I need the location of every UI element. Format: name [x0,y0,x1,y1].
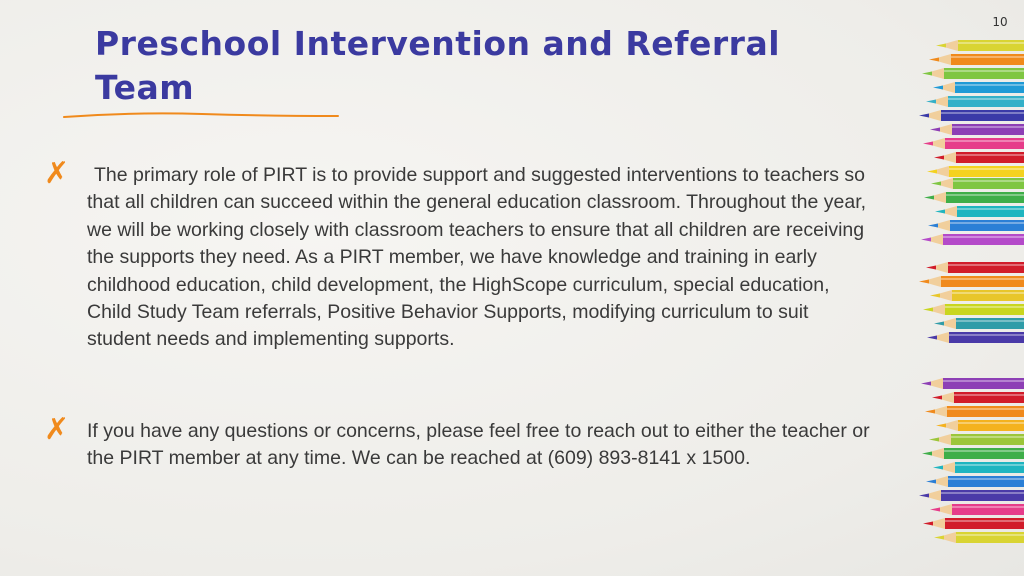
pencil-body [941,276,1024,287]
pencil-highlight [957,208,1024,210]
cross-bullet-icon: ✗ [44,412,70,447]
pencil-lead [921,382,931,386]
pencil-highlight [952,292,1024,294]
pencil-highlight [948,264,1024,266]
pencil [929,54,1024,65]
pencil-lead [921,238,931,242]
pencil-lead [931,182,941,186]
pencil-highlight [949,168,1024,170]
pencil [931,178,1024,189]
pencil [934,532,1024,543]
pencil [933,462,1024,473]
pencil-lead [922,72,932,76]
pencil-highlight [944,70,1024,72]
pencil [935,206,1024,217]
pencil-highlight [949,334,1024,336]
pencil-lead [929,438,939,442]
pencil-highlight [947,408,1024,410]
pencil [929,434,1024,445]
pencil-lead [919,494,929,498]
pencil-body [955,82,1024,93]
pencil-body [943,234,1024,245]
pencil-body [945,304,1024,315]
pencil-lead [922,452,932,456]
pencil-lead [930,128,940,132]
pencil-body [944,68,1024,79]
pencil-highlight [941,278,1024,280]
pencil-body [941,490,1024,501]
pencil-lead [936,424,946,428]
pencil [936,40,1024,51]
pencil-lead [934,156,944,160]
pencil-highlight [941,112,1024,114]
pencil-highlight [958,422,1024,424]
pencil-highlight [952,506,1024,508]
pencil-lead [934,322,944,326]
pencil-highlight [943,380,1024,382]
pencil [926,262,1024,273]
bullet-text: If you have any questions or concerns, please feel free to reach out to either the teacher or the PIRT member at any time. We can be reached at (609) 893-8141 x 1500. [87,420,870,470]
pencil-lead [926,266,936,270]
pencil-body [949,166,1024,177]
pencil-highlight [953,180,1024,182]
pencil-lead [926,480,936,484]
pencil-highlight [948,98,1024,100]
pencil-highlight [941,492,1024,494]
pencil-body [952,124,1024,135]
pencil-body [958,40,1024,51]
pencil-highlight [951,436,1024,438]
pencil-body [954,392,1024,403]
pencil [927,332,1024,343]
pencil-highlight [950,222,1024,224]
pencil-body [951,54,1024,65]
pencil-body [949,332,1024,343]
pencil-body [944,448,1024,459]
pencil-highlight [943,236,1024,238]
colored-pencils-decoration [894,0,1024,576]
slide-title: Preschool Intervention and Referral Team [95,24,781,107]
pencil-body [953,178,1024,189]
cross-bullet-icon: ✗ [44,156,70,191]
page-number: 10 [992,15,1008,29]
pencil [930,290,1024,301]
pencil-highlight [945,520,1024,522]
pencil-lead [927,170,937,174]
pencil [934,152,1024,163]
pencil-lead [936,44,946,48]
pencil-lead [919,280,929,284]
pencil [919,276,1024,287]
pencil-body [945,518,1024,529]
pencil-lead [923,142,933,146]
pencil-lead [933,466,943,470]
pencil-body [945,138,1024,149]
pencil-body [958,420,1024,431]
pencil-highlight [958,42,1024,44]
pencil-highlight [946,194,1024,196]
pencil-lead [929,58,939,62]
pencil-lead [919,114,929,118]
pencil [921,234,1024,245]
pencil-body [946,192,1024,203]
pencil-body [952,504,1024,515]
bullet-text: The primary role of PIRT is to provide support and suggested interventions to teachers so that all children can succeed within the general education classroom. Throughout the year, we will be working closely with classroom teachers to ensure that all children are receiving the supports they need. As a PIRT member, we have knowledge and training in early childhood education, child development, the HighScope curriculum, special education, Child Study Team referrals, Positive Behavior Supports, modifying curriculum to suit student needs and implementing supports. [87,164,867,351]
pencil [922,448,1024,459]
pencil [923,304,1024,315]
pencil [926,476,1024,487]
pencil-body [948,262,1024,273]
pencil [927,166,1024,177]
pencil [932,392,1024,403]
pencil-highlight [956,154,1024,156]
pencil-lead [930,508,940,512]
pencil-highlight [945,306,1024,308]
pencil-highlight [955,464,1024,466]
pencil-body [957,206,1024,217]
pencil-highlight [945,140,1024,142]
pencil [924,192,1024,203]
pencil [925,406,1024,417]
pencil-body [950,220,1024,231]
pencil [930,504,1024,515]
pencil-highlight [956,320,1024,322]
pencil-lead [928,224,938,228]
pencil [934,318,1024,329]
pencil [919,490,1024,501]
pencil-lead [923,522,933,526]
pencil [928,220,1024,231]
pencil-lead [932,396,942,400]
pencil [919,110,1024,121]
pencil-highlight [955,84,1024,86]
pencil-body [951,434,1024,445]
pencil-highlight [952,126,1024,128]
pencil-body [952,290,1024,301]
pencil [923,518,1024,529]
pencil-lead [925,410,935,414]
pencil-lead [923,308,933,312]
pencil-highlight [954,394,1024,396]
pencil [921,378,1024,389]
pencil-lead [930,294,940,298]
pencil [923,138,1024,149]
pencil-highlight [956,534,1024,536]
pencil [936,420,1024,431]
pencil-body [947,406,1024,417]
pencil-lead [933,86,943,90]
pencil [933,82,1024,93]
pencil-body [943,378,1024,389]
pencil-lead [926,100,936,104]
pencil-highlight [944,450,1024,452]
pencil-highlight [948,478,1024,480]
pencil-highlight [951,56,1024,58]
pencil-body [948,476,1024,487]
pencil [922,68,1024,79]
pencil-body [941,110,1024,121]
pencil [930,124,1024,135]
pencil-body [956,318,1024,329]
pencil-body [956,532,1024,543]
title-underline [62,110,342,120]
pencil-body [956,152,1024,163]
pencil-lead [935,210,945,214]
pencil-lead [934,536,944,540]
pencil-lead [924,196,934,200]
pencil [926,96,1024,107]
pencil-body [955,462,1024,473]
pencil-body [948,96,1024,107]
pencil-lead [927,336,937,340]
